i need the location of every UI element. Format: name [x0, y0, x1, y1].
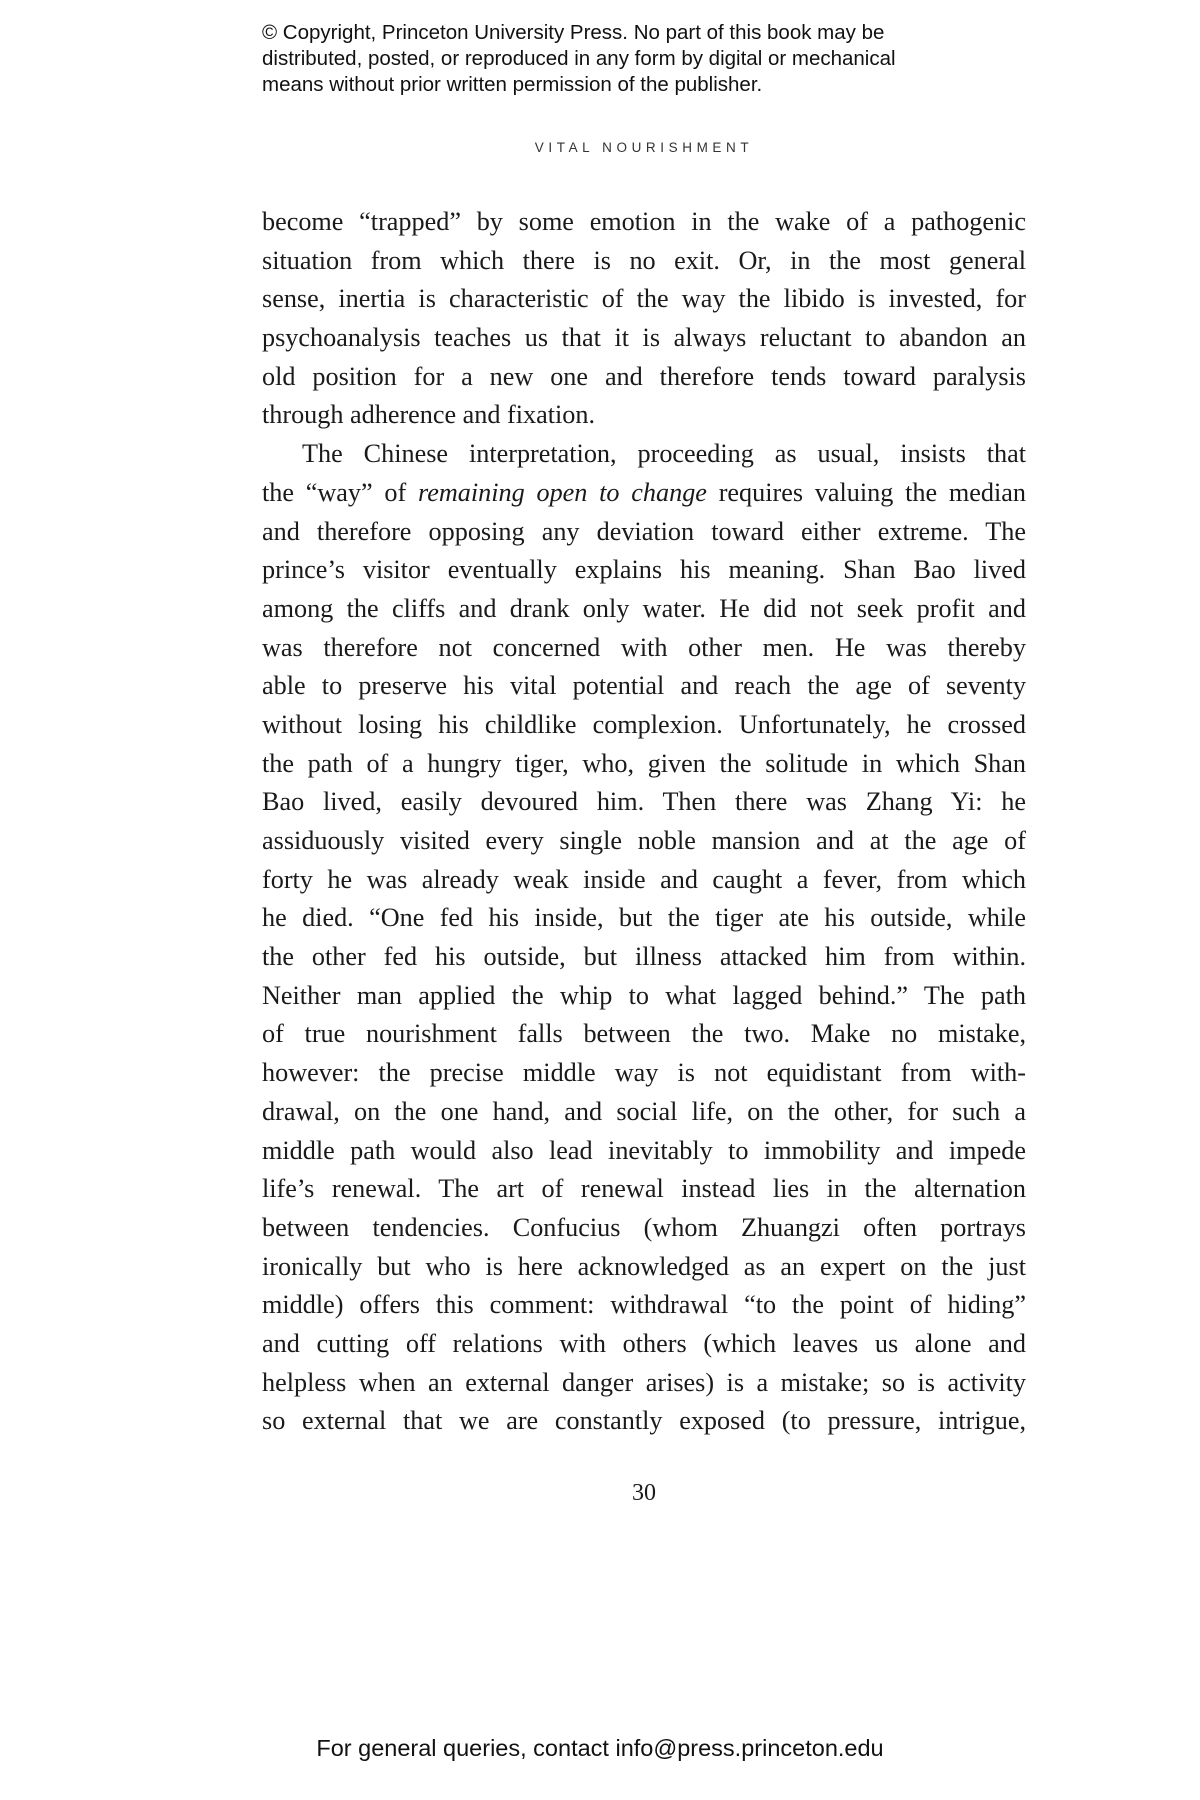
text-line: The Chinese interpretation, proceeding as usual, insists that	[302, 439, 1026, 469]
copyright-line: distributed, posted, or reproduced in any form by digital or mechanical	[262, 47, 896, 70]
text-line: among the cliffs and drank only water. He did not seek profit and	[262, 593, 1026, 623]
text-line: middle) offers this comment: withdrawal “to the point of hiding”	[262, 1290, 1026, 1320]
footer-contact: For general queries, contact info@press.princeton.edu	[316, 1735, 884, 1761]
italic-phrase: remaining open to change	[418, 477, 707, 507]
text-line: helpless when an external danger arises) is a mistake; so is activity	[262, 1367, 1026, 1397]
text-line: and cutting off relations with others (which leaves us alone and	[262, 1328, 1026, 1358]
text-line: and therefore opposing any deviation toward either extreme. The	[262, 516, 1026, 546]
text-line: prince’s visitor eventually explains his meaning. Shan Bao lived	[262, 555, 1026, 585]
text-line: without losing his childlike complexion. Unfortunately, he crossed	[262, 709, 1026, 739]
text-line: however: the precise middle way is not equidistant from with-	[262, 1058, 1026, 1088]
text-segment: the “way” of	[262, 477, 419, 507]
text-line: Neither man applied the whip to what lagged behind.” The path	[262, 980, 1026, 1010]
text-line: he died. “One fed his inside, but the tiger ate his outside, while	[262, 903, 1026, 933]
text-line: able to preserve his vital potential and reach the age of seventy	[262, 671, 1026, 701]
text-line: the path of a hungry tiger, who, given the solitude in which Shan	[262, 748, 1026, 778]
text-line: between tendencies. Confucius (whom Zhuangzi often portrays	[262, 1212, 1026, 1242]
body-text	[262, 203, 1026, 1441]
text-line: Bao lived, easily devoured him. Then there was Zhang Yi: he	[262, 787, 1026, 817]
text-line: drawal, on the one hand, and social life, on the other, for such a	[262, 1096, 1026, 1126]
text-line: psychoanalysis teaches us that it is always reluctant to abandon an	[262, 323, 1026, 353]
text-line: middle path would also lead inevitably to immobility and impede	[262, 1135, 1026, 1165]
copyright-notice	[262, 20, 982, 98]
text-line: assiduously visited every single noble mansion and at the age of	[262, 826, 1026, 855]
text-line: old position for a new one and therefore tends toward paralysis	[262, 361, 1026, 391]
copyright-line: © Copyright, Princeton University Press. No part of this book may be	[262, 21, 885, 44]
text-line: through adherence and fixation.	[262, 400, 596, 430]
text-line: become “trapped” by some emotion in the wake of a pathogenic	[262, 207, 1026, 236]
text-line: ironically but who is here acknowledged as an expert on the just	[262, 1251, 1026, 1281]
running-head: VITAL NOURISHMENT	[534, 140, 754, 155]
text-segment: requires valuing the median	[706, 477, 1026, 507]
text-line: the other fed his outside, but illness attacked him from within.	[262, 942, 1026, 972]
text-line: so external that we are constantly exposed (to pressure, intrigue,	[262, 1406, 1026, 1436]
text-line: sense, inertia is characteristic of the way the libido is invested, for	[262, 284, 1026, 314]
text-line: was therefore not concerned with other men. He was thereby	[262, 632, 1026, 662]
text-line: of true nourishment falls between the two. Make no mistake,	[262, 1019, 1026, 1049]
text-line	[262, 474, 1026, 513]
text-line: situation from which there is no exit. Or, in the most general	[262, 245, 1026, 275]
text-line: forty he was already weak inside and caught a fever, from which	[262, 864, 1026, 894]
text-line: life’s renewal. The art of renewal instead lies in the alternation	[262, 1174, 1026, 1204]
copyright-line: means without prior written permission of the publisher.	[262, 73, 763, 96]
page-number: 30	[632, 1480, 656, 1506]
